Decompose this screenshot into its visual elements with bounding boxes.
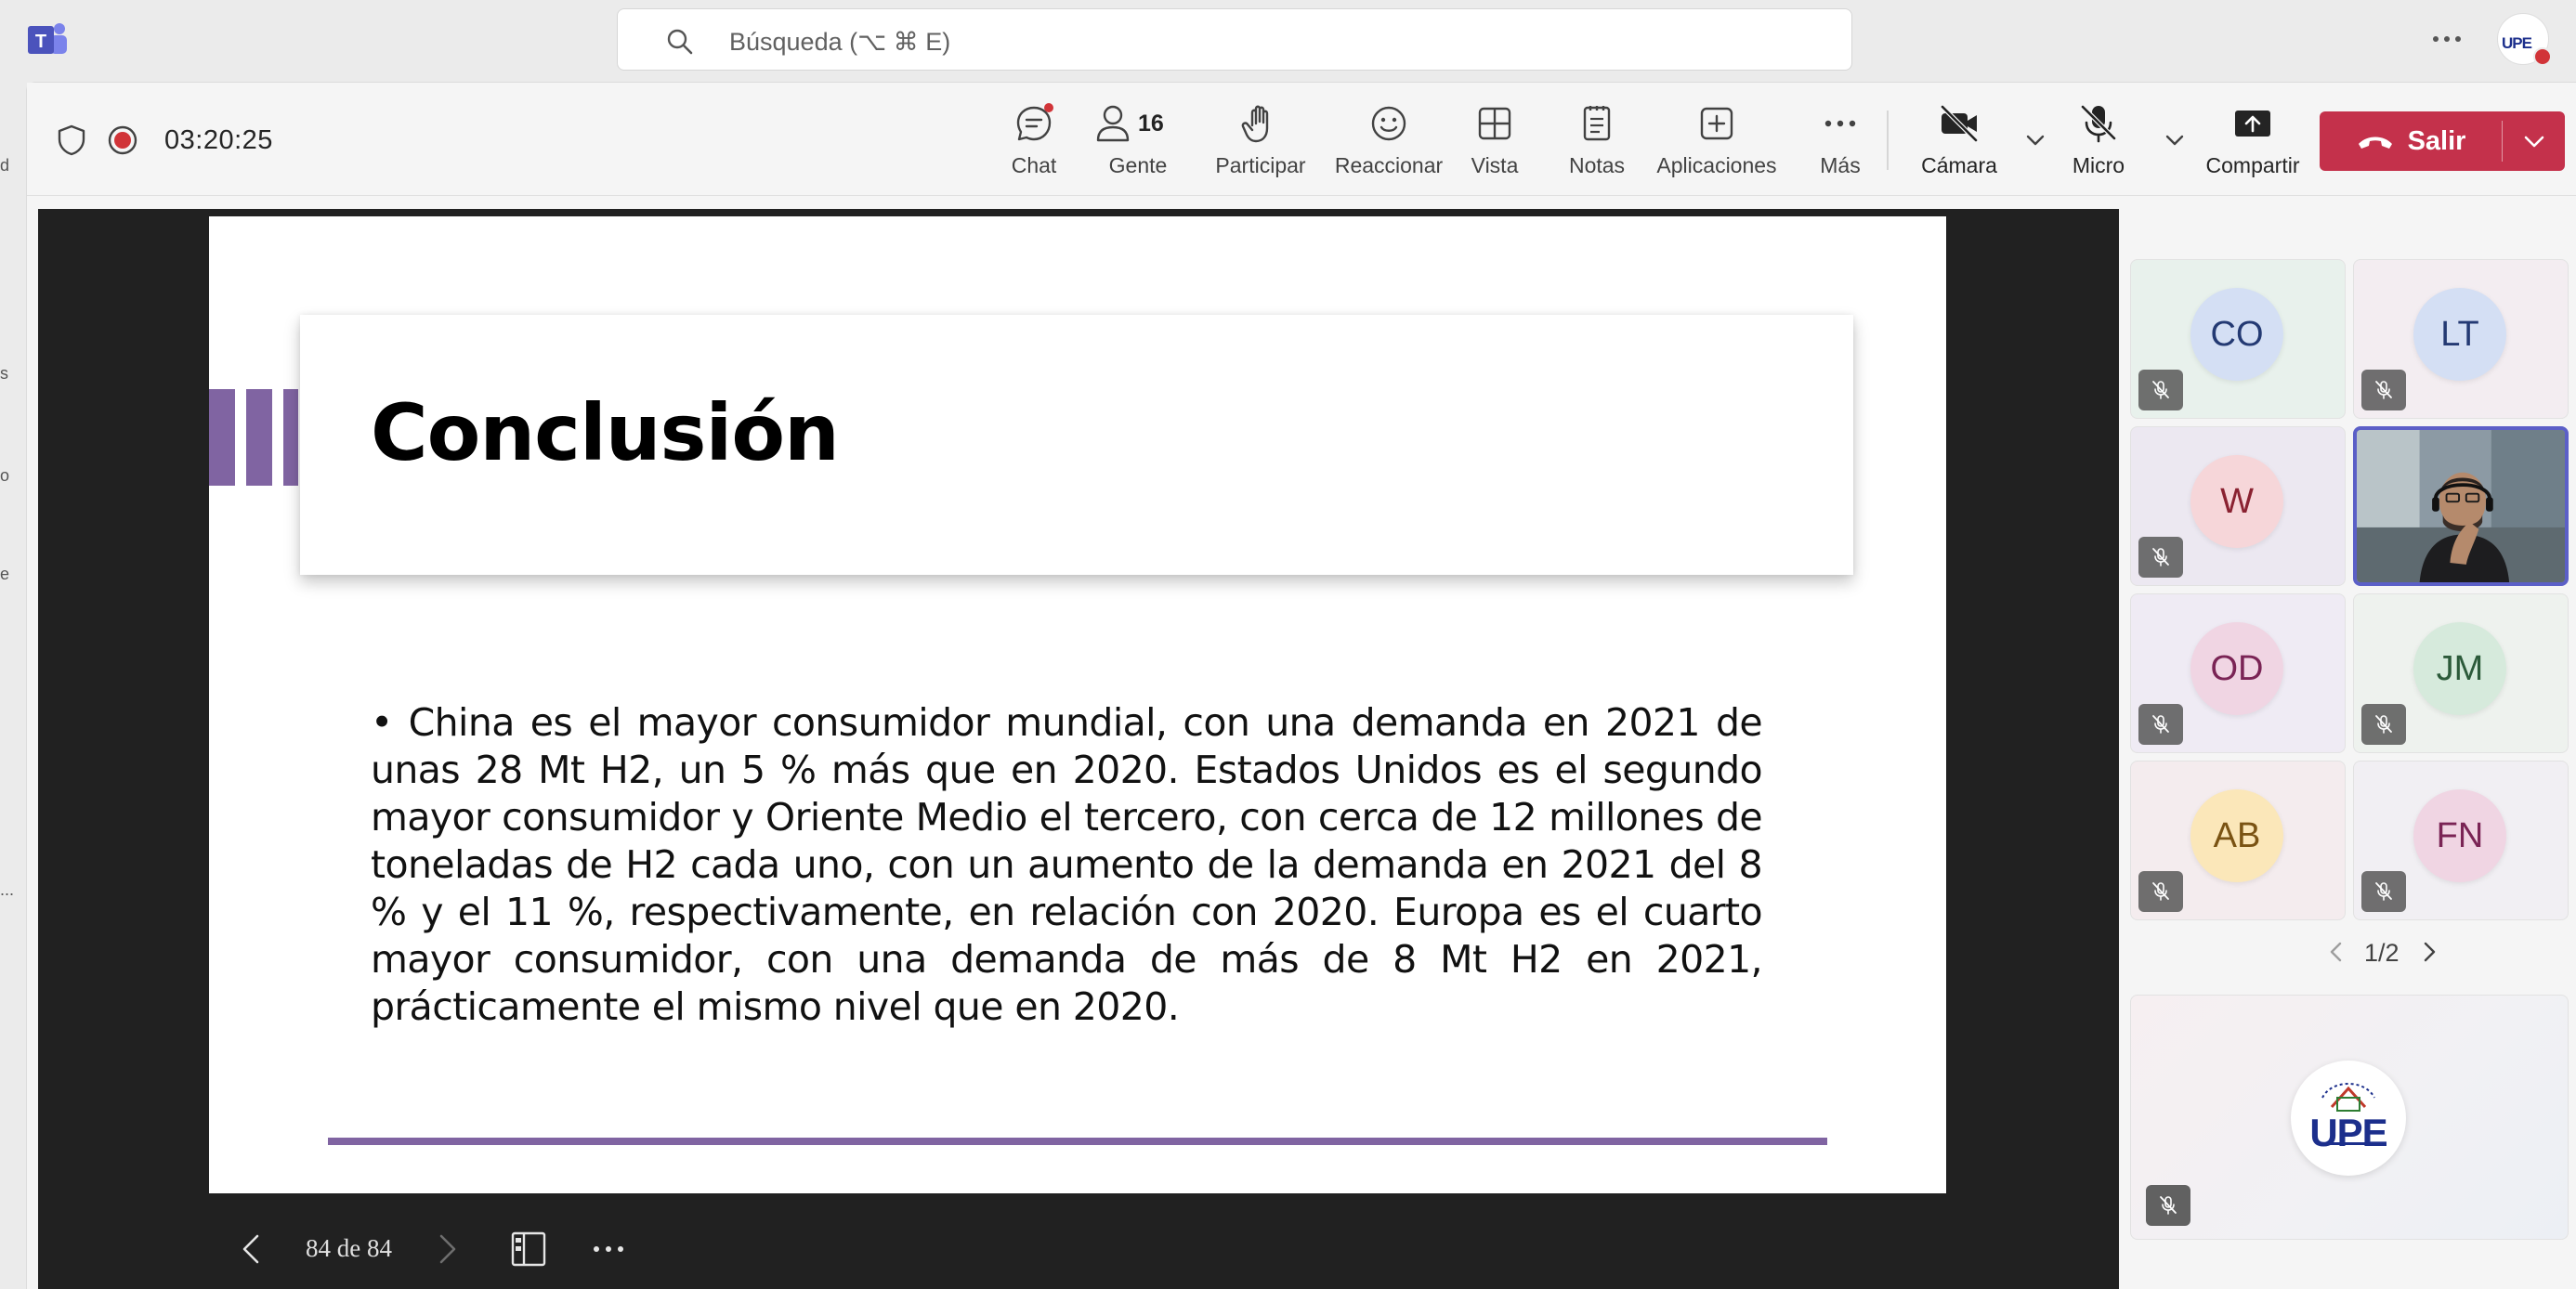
participant-avatar: LT <box>2413 288 2506 381</box>
participant-tile[interactable] <box>2353 593 2569 753</box>
more-button[interactable] <box>1803 101 1877 183</box>
mic-muted-icon <box>2146 1185 2190 1226</box>
meeting-timer: 03:20:25 <box>164 125 273 155</box>
profile-avatar[interactable] <box>2497 13 2549 65</box>
slide-title-card <box>300 315 1853 575</box>
gallery-prev-chevron-icon[interactable] <box>2323 939 2349 965</box>
mic-muted-icon <box>2138 370 2183 410</box>
mic-muted-icon <box>2361 871 2406 912</box>
share-label: Compartir <box>2205 153 2300 177</box>
left-rail-fragment: d <box>0 156 10 175</box>
participant-video <box>2357 430 2565 582</box>
slide-more-icon[interactable] <box>588 1230 629 1268</box>
chat-icon <box>1012 101 1056 146</box>
camera-label: Cámara <box>1921 153 1997 177</box>
slide-counter: 84 de 84 <box>306 1234 392 1262</box>
participant-avatar: AB <box>2190 789 2283 882</box>
mic-muted-icon <box>2138 704 2183 745</box>
camera-off-icon <box>1937 101 1981 146</box>
mic-button[interactable] <box>2052 101 2145 183</box>
participant-avatar: FN <box>2413 789 2506 882</box>
left-rail-fragment: s <box>0 364 8 383</box>
meeting-window <box>26 82 2576 1289</box>
leave-button-group <box>2320 111 2565 171</box>
left-rail <box>0 82 26 1289</box>
mic-muted-icon <box>2361 704 2406 745</box>
react-label: Reaccionar <box>1334 153 1444 177</box>
camera-options-chevron-icon[interactable] <box>2022 127 2048 153</box>
settings-more-icon[interactable] <box>2426 20 2467 58</box>
apps-label: Aplicaciones <box>1656 153 1777 177</box>
mic-options-chevron-icon[interactable] <box>2162 127 2188 153</box>
title-bar <box>0 0 2576 82</box>
people-button[interactable] <box>1082 101 1194 183</box>
share-screen-icon <box>2230 101 2275 146</box>
mic-muted-icon <box>2361 370 2406 410</box>
search-icon <box>664 26 696 58</box>
notes-label: Notas <box>1568 153 1626 177</box>
mic-off-icon <box>2076 101 2121 146</box>
mic-muted-icon <box>2138 871 2183 912</box>
mic-muted-icon <box>2138 537 2183 578</box>
gallery-next-chevron-icon[interactable] <box>2416 939 2442 965</box>
left-rail-fragment: o <box>0 466 10 485</box>
active-speaker-video-tile[interactable] <box>2353 426 2569 586</box>
left-rail-fragment: e <box>0 565 10 583</box>
slide-footer-line <box>328 1138 1827 1145</box>
more-icon <box>1818 101 1863 146</box>
slide-panel-icon[interactable] <box>508 1229 549 1269</box>
people-icon-group <box>1092 101 1184 146</box>
people-icon <box>1092 101 1134 146</box>
presentation-slide <box>209 216 1946 1193</box>
meeting-toolbar <box>27 83 2576 196</box>
view-button[interactable] <box>1458 101 1532 183</box>
teams-logo-icon[interactable] <box>26 20 69 59</box>
chat-button[interactable] <box>987 101 1080 183</box>
camera-button[interactable] <box>1911 101 2007 183</box>
search-placeholder: Búsqueda (⌥ ⌘ E) <box>729 28 951 56</box>
recording-icon <box>107 124 138 156</box>
profile-avatar-label: UPE <box>2502 34 2531 52</box>
mic-label: Micro <box>2072 153 2125 177</box>
leave-button[interactable] <box>2320 111 2502 171</box>
gallery-page-label: 1/2 <box>2364 939 2399 967</box>
shield-icon[interactable] <box>55 124 88 157</box>
gallery-pager <box>2290 933 2476 970</box>
upe-logo-text: UPE <box>2309 1111 2387 1154</box>
svg-text:T: T <box>34 32 47 52</box>
react-button[interactable] <box>1322 101 1456 183</box>
participant-tile[interactable] <box>2130 593 2346 753</box>
participant-tile[interactable] <box>2130 761 2346 920</box>
left-rail-fragment: ... <box>0 880 15 899</box>
notes-icon <box>1575 101 1619 146</box>
hand-icon <box>1238 101 1283 146</box>
participant-tile[interactable] <box>2130 426 2346 586</box>
add-app-icon <box>1694 101 1739 146</box>
raise-hand-label: Participar <box>1215 153 1306 177</box>
people-count: 16 <box>1138 110 1164 137</box>
slide-navigation <box>38 1212 781 1286</box>
participant-tile[interactable] <box>2130 259 2346 419</box>
shared-content-stage <box>38 209 2119 1289</box>
toolbar-divider <box>1887 111 1889 170</box>
leave-label: Salir <box>2407 125 2466 156</box>
apps-button[interactable] <box>1630 101 1803 183</box>
participant-tile[interactable] <box>2353 761 2569 920</box>
room-tile[interactable] <box>2130 995 2569 1240</box>
participant-tile[interactable] <box>2353 259 2569 419</box>
next-slide-chevron-icon[interactable] <box>428 1230 465 1268</box>
view-label: Vista <box>1471 153 1519 177</box>
notes-button[interactable] <box>1558 101 1636 183</box>
hang-up-icon <box>2356 130 2395 152</box>
more-label: Más <box>1820 153 1861 177</box>
smiley-icon <box>1366 101 1411 146</box>
share-button[interactable] <box>2188 101 2318 183</box>
slide-title: Conclusión <box>371 387 839 478</box>
participant-avatar: JM <box>2413 622 2506 715</box>
search-input[interactable] <box>617 8 1852 71</box>
people-label: Gente <box>1108 153 1168 177</box>
participant-avatar: OD <box>2190 622 2283 715</box>
previous-slide-chevron-icon[interactable] <box>233 1230 270 1268</box>
chat-label: Chat <box>1011 153 1057 177</box>
grid-view-icon <box>1472 101 1517 146</box>
leave-options-chevron-icon[interactable] <box>2503 111 2565 171</box>
upe-logo <box>2291 1061 2406 1176</box>
presence-status-badge <box>2533 47 2552 66</box>
raise-hand-button[interactable] <box>1207 101 1314 183</box>
participant-avatar: CO <box>2190 288 2283 381</box>
participant-avatar: W <box>2190 455 2283 548</box>
slide-body-text: • China es el mayor consumidor mundial, con una demanda en 2021 de unas 28 Mt H2, un 5 % más que en 2020. Estados Unidos es el segundo mayor consumidor y Oriente Medio el tercero, con cerca de 12 millones de toneladas de H2 cada uno, con un aumento de la demanda en 2021 del 8 % y el 11 %, respectivamente, en relación con 2020. Europa es el cuarto mayor consumidor, con una demanda de más de 8 Mt H2 en 2021, prácticamente el mismo nivel que en 2020. <box>371 700 1762 1029</box>
